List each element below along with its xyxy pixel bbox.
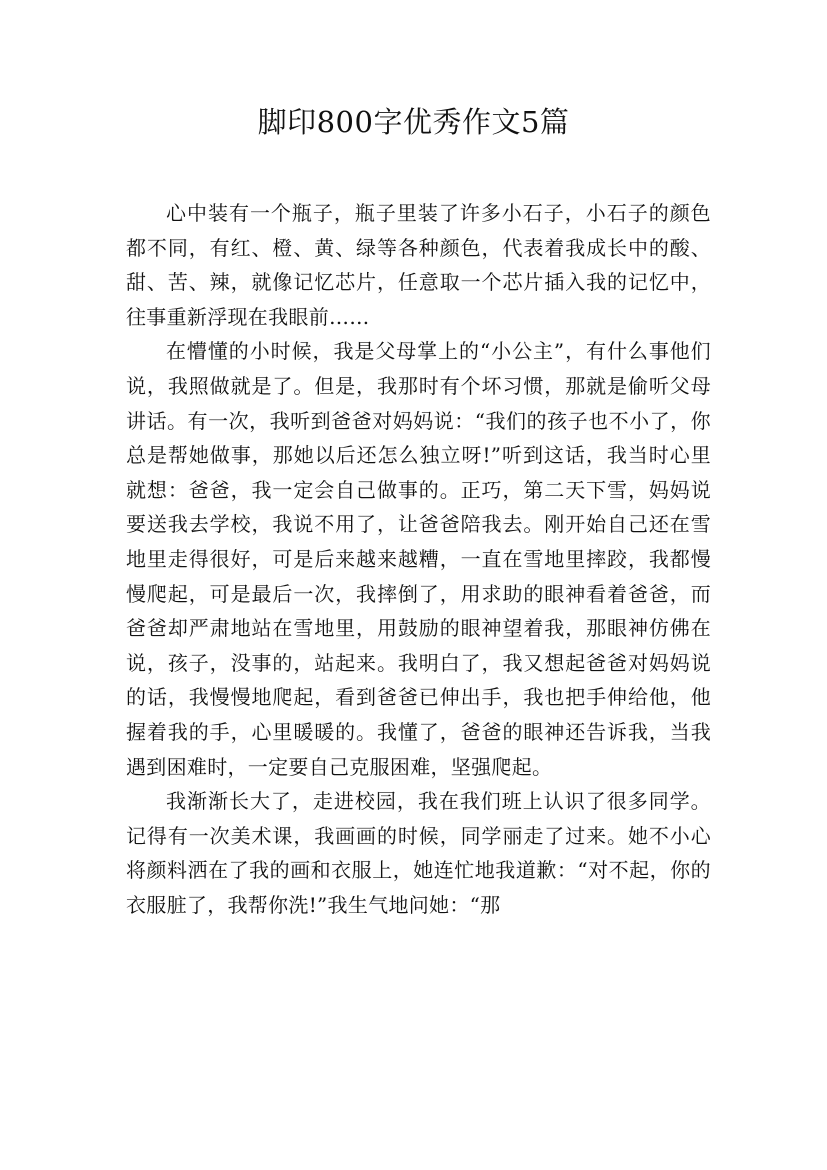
paragraph-2: 在懵懂的小时候，我是父母掌上的“小公主”，有什么事他们说，我照做就是了。但是，我那时有个坏习惯，那就是偷听父母讲话。有一次，我听到爸爸对妈妈说：“我们的孩子也不小了，你总是帮她做事，那她以后还怎么独立呀!”听到这话，我当时心里就想：爸爸，我一定会自己做事的。正巧，第二天下雪，妈妈说要送我去学校，我说不用了，让爸爸陪我去。刚开始自己还在雪地里走得很好，可是后来越来越糟，一直在雪地里摔跤，我都慢慢爬起，可是最后一次，我摔倒了，用求助的眼神看着爸爸，而爸爸却严肃地站在雪地里，用鼓励的眼神望着我，那眼神仿佛在说，孩子，没事的，站起来。我明白了，我又想起爸爸对妈妈说的话，我慢慢地爬起，看到爸爸已伸出手，我也把手伸给他，他握着我的手，心里暖暖的。我懂了，爸爸的眼神还告诉我，当我遇到困难时，一定要自己克服困难，坚强爬起。 <box>126 339 711 779</box>
document-title: 脚印800字优秀作文5篇 <box>257 105 570 139</box>
paragraph-3: 我渐渐长大了，走进校园，我在我们班上认识了很多同学。记得有一次美术课，我画画的时候，同学丽走了过来。她不小心将颜料洒在了我的画和衣服上，她连忙地我道歉：“对不起，你的衣服脏了，我帮你洗!”我生气地问她：“那 <box>126 789 711 917</box>
document-body <box>126 196 711 922</box>
paragraph-1: 心中装有一个瓶子，瓶子里装了许多小石子，小石子的颜色都不同，有红、橙、黄、绿等各种颜色，代表着我成长中的酸、甜、苦、辣，就像记忆芯片，任意取一个芯片插入我的记忆中，往事重新浮现在我眼前…… <box>126 201 711 329</box>
